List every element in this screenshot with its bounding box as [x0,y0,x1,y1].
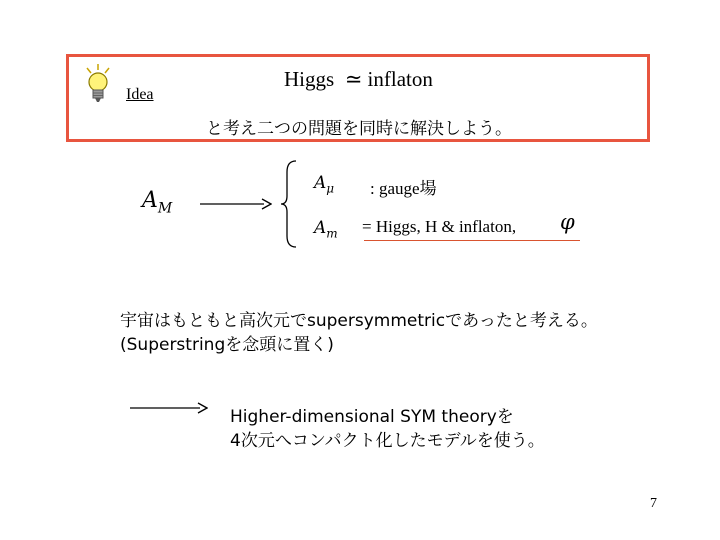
decomposition-arrow [200,198,272,210]
left-brace [280,160,298,248]
idea-label: Idea [126,86,154,103]
scalar-description: = Higgs, H & inflaton, [362,217,517,236]
page-number: 7 [650,496,657,511]
higgs-text: Higgs [284,67,335,91]
result-line-1: Higher-dimensional SYM theoryを [230,407,514,427]
source-field: $A_M$ [142,188,173,217]
inflaton-text: inflaton [367,67,433,91]
result-arrow [130,402,208,414]
lightbulb-icon [84,64,112,108]
result-line-2: 4次元へコンパクト化したモデルを使う。 [230,431,545,451]
gauge-component: $A_\mu$ [314,173,335,196]
scalar-component: $A_m$ [314,218,338,241]
higgs-inflaton-relation [284,67,433,92]
hypothesis-note: (Superstringを念頭に置く) [120,335,334,355]
phi-symbol: φ [560,210,575,234]
hypothesis-line: 宇宙はもともと高次元でsupersymmetricであったと考える。 [120,311,598,331]
approx-symbol: ≃ [344,67,363,91]
highlight-underline [364,240,580,241]
idea-statement: と考え二つの問題を同時に解決しよう。 [206,119,512,139]
gauge-description: : gauge場 [370,179,437,198]
